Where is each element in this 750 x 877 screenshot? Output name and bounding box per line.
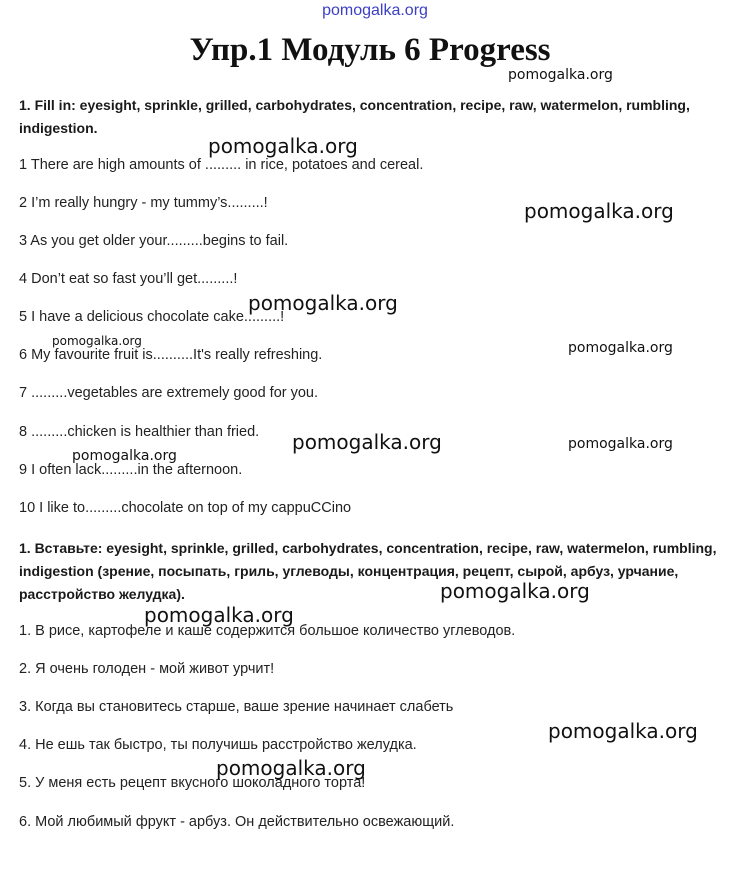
exercise-sentence-en: 1 There are high amounts of ......... in rice, potatoes and cereal. [19,157,424,173]
site-link[interactable]: pomogalka.org [322,2,428,19]
exercise-sentence-en: 8 .........chicken is healthier than fried. [19,424,260,440]
translation-sentence-ru: 5. У меня есть рецепт вкусного шоколадного торта! [19,775,366,791]
watermark: pomogalka.org [524,199,674,223]
task-instructions-en: 1. Fill in: eyesight, sprinkle, grilled, carbohydrates, concentration, recipe, raw, watermelon, rumbling, indigestion. [19,97,690,136]
watermark: pomogalka.org [216,756,366,780]
watermark: pomogalka.org [72,448,177,464]
task-instructions-ru: 1. Вставьте: eyesight, sprinkle, grilled, carbohydrates, concentration, recipe, raw, watermelon, rumbling, indigestion (зрение, посыпать, гриль, углеводы, концентрация, рецепт, сырой, арбуз, урчание, расстройство желудка). [19,540,717,602]
translation-sentence-ru: 6. Мой любимый фрукт - арбуз. Он действительно освежающий. [19,814,455,830]
exercise-sentence-en: 4 Don’t eat so fast you’ll get.........! [19,271,238,287]
watermark: pomogalka.org [508,67,613,83]
watermark: pomogalka.org [52,334,142,348]
exercise-sentence-en: 7 .........vegetables are extremely good for you. [19,385,319,401]
watermark: pomogalka.org [568,340,673,356]
exercise-sentence-en: 5 I have a delicious chocolate cake.........! [19,309,285,325]
exercise-sentence-en: 3 As you get older your.........begins to fail. [19,233,289,249]
page-title: Упр.1 Модуль 6 Progress [189,32,551,68]
exercise-sentence-en: 6 My favourite fruit is..........It's really refreshing. [19,347,323,363]
watermark: pomogalka.org [548,719,698,743]
watermark: pomogalka.org [440,579,590,603]
watermark: pomogalka.org [144,603,294,627]
translation-sentence-ru: 3. Когда вы становитесь старше, ваше зрение начинает слабеть [19,699,454,715]
watermark: pomogalka.org [208,134,358,158]
translation-sentence-ru: 2. Я очень голоден - мой живот урчит! [19,661,275,677]
watermark: pomogalka.org [292,430,442,454]
watermark: pomogalka.org [568,436,673,452]
translation-sentence-ru: 4. Не ешь так быстро, ты получишь расстройство желудка. [19,737,417,753]
translation-sentence-ru: 1. В рисе, картофеле и каше содержится большое количество углеводов. [19,623,516,639]
exercise-sentence-en: 10 I like to.........chocolate on top of my cappuCCino [19,500,352,516]
exercise-sentence-en: 9 I often lack.........in the afternoon. [19,462,243,478]
watermark: pomogalka.org [248,291,398,315]
exercise-sentence-en: 2 I’m really hungry - my tummy’s.........! [19,195,268,211]
